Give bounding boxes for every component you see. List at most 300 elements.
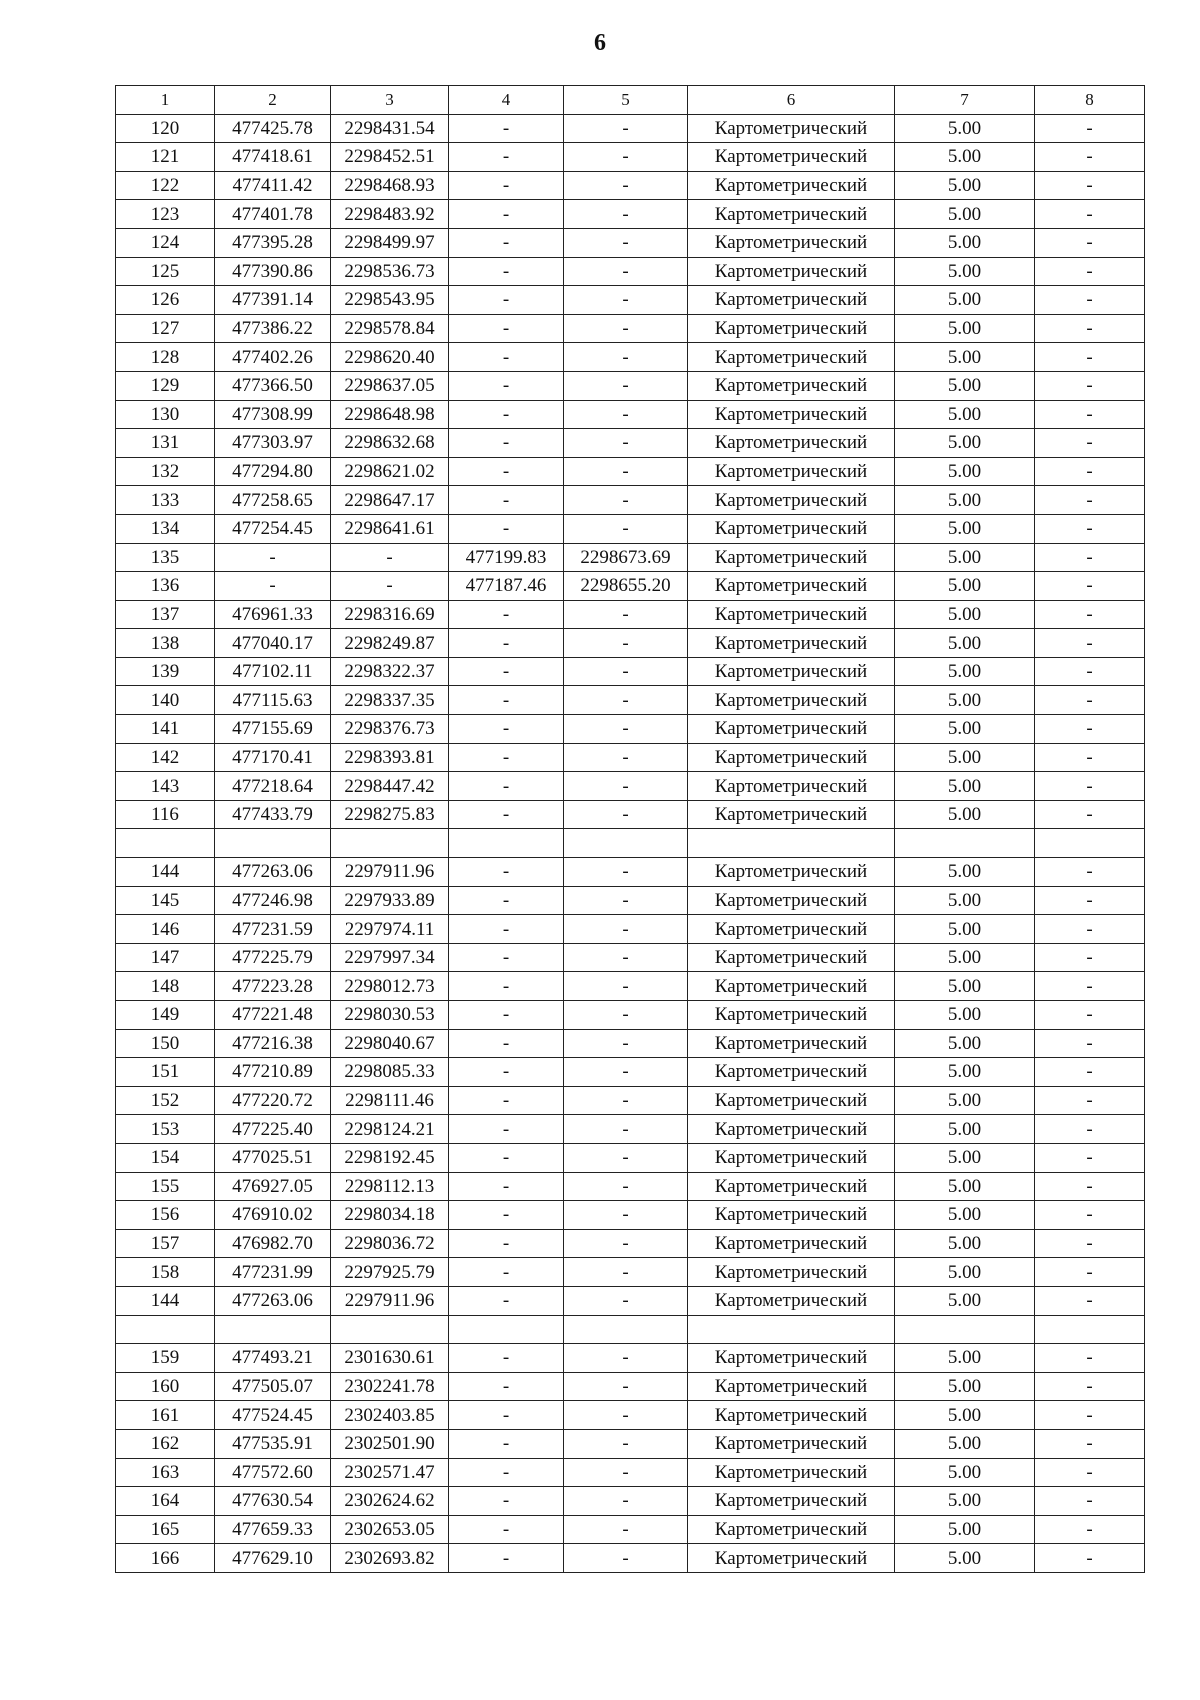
table-cell: Картометрический — [688, 314, 895, 343]
table-cell: 137 — [116, 600, 215, 629]
table-cell: 2298673.69 — [564, 543, 688, 572]
table-row — [116, 1086, 1145, 1115]
column-header: 2 — [215, 86, 331, 115]
table-cell: 146 — [116, 915, 215, 944]
table-cell: - — [564, 657, 688, 686]
table-cell: Картометрический — [688, 915, 895, 944]
table-cell: - — [564, 743, 688, 772]
table-cell: - — [1035, 772, 1145, 801]
table-cell: 144 — [116, 858, 215, 887]
table-cell: 5.00 — [895, 743, 1035, 772]
table-cell: Картометрический — [688, 343, 895, 372]
table-cell: 5.00 — [895, 1172, 1035, 1201]
table-cell: 5.00 — [895, 1372, 1035, 1401]
table-cell: Картометрический — [688, 457, 895, 486]
table-cell: 2298012.73 — [331, 972, 449, 1001]
table-cell: - — [564, 800, 688, 829]
table-cell: 126 — [116, 286, 215, 315]
table-cell — [449, 1315, 564, 1344]
table-row — [116, 114, 1145, 143]
table-cell: 477216.38 — [215, 1029, 331, 1058]
table-cell: Картометрический — [688, 257, 895, 286]
table-cell: - — [1035, 400, 1145, 429]
table-cell: Картометрический — [688, 943, 895, 972]
table-cell: 5.00 — [895, 1115, 1035, 1144]
table-cell: - — [449, 1458, 564, 1487]
table-cell: Картометрический — [688, 1029, 895, 1058]
table-cell: 151 — [116, 1058, 215, 1087]
table-cell: 158 — [116, 1258, 215, 1287]
table-cell: - — [449, 1401, 564, 1430]
table-cell — [564, 1315, 688, 1344]
table-cell: 477225.79 — [215, 943, 331, 972]
table-cell: - — [449, 1001, 564, 1030]
table-header-row — [116, 86, 1145, 115]
table-cell: - — [449, 600, 564, 629]
table-cell: 144 — [116, 1286, 215, 1315]
table-cell: - — [564, 772, 688, 801]
table-cell: - — [449, 228, 564, 257]
table-cell: 2302693.82 — [331, 1544, 449, 1573]
table-cell: - — [564, 629, 688, 658]
table-cell: - — [449, 343, 564, 372]
table-cell: 2298447.42 — [331, 772, 449, 801]
table-cell: 477258.65 — [215, 486, 331, 515]
table-cell — [564, 829, 688, 858]
table-cell: - — [449, 457, 564, 486]
page-number: 6 — [594, 30, 606, 56]
table-cell: 477493.21 — [215, 1344, 331, 1373]
table-cell: 5.00 — [895, 1515, 1035, 1544]
table-cell: Картометрический — [688, 400, 895, 429]
column-header: 5 — [564, 86, 688, 115]
table-cell: - — [564, 1086, 688, 1115]
table-cell: - — [1035, 972, 1145, 1001]
table-row — [116, 972, 1145, 1001]
table-cell: 477390.86 — [215, 257, 331, 286]
table-row — [116, 1058, 1145, 1087]
table-cell: - — [1035, 1201, 1145, 1230]
table-cell: - — [449, 1229, 564, 1258]
table-row — [116, 514, 1145, 543]
table-cell: 135 — [116, 543, 215, 572]
table-cell: 477223.28 — [215, 972, 331, 1001]
table-cell: - — [564, 915, 688, 944]
column-header: 6 — [688, 86, 895, 115]
table-cell: - — [449, 143, 564, 172]
table-row — [116, 371, 1145, 400]
table-cell: - — [449, 1344, 564, 1373]
table-cell — [688, 829, 895, 858]
table-cell: - — [449, 715, 564, 744]
table-cell: 476927.05 — [215, 1172, 331, 1201]
table-cell: 2297933.89 — [331, 886, 449, 915]
table-row — [116, 400, 1145, 429]
table-cell: - — [449, 1429, 564, 1458]
table-cell: - — [564, 343, 688, 372]
table-cell: 2298040.67 — [331, 1029, 449, 1058]
table-cell: 5.00 — [895, 1544, 1035, 1573]
table-cell: 2298316.69 — [331, 600, 449, 629]
table-cell: - — [449, 1029, 564, 1058]
table-cell: 2298431.54 — [331, 114, 449, 143]
table-cell: 476982.70 — [215, 1229, 331, 1258]
table-cell: 2298647.17 — [331, 486, 449, 515]
table-cell: 5.00 — [895, 629, 1035, 658]
table-cell: 2298275.83 — [331, 800, 449, 829]
table-cell: 5.00 — [895, 171, 1035, 200]
table-row — [116, 457, 1145, 486]
table-cell: 2298124.21 — [331, 1115, 449, 1144]
table-row — [116, 600, 1145, 629]
table-cell: 5.00 — [895, 457, 1035, 486]
table-cell: - — [564, 429, 688, 458]
table-row — [116, 343, 1145, 372]
table-cell — [215, 829, 331, 858]
table-cell: 5.00 — [895, 1344, 1035, 1373]
table-row — [116, 1001, 1145, 1030]
table-cell: - — [1035, 600, 1145, 629]
table-cell: - — [449, 1058, 564, 1087]
table-cell: - — [564, 1029, 688, 1058]
table-cell: 5.00 — [895, 1258, 1035, 1287]
table-cell: - — [449, 858, 564, 887]
table-cell: - — [564, 972, 688, 1001]
table-cell: 141 — [116, 715, 215, 744]
table-cell: 477231.59 — [215, 915, 331, 944]
table-cell: 2298499.97 — [331, 228, 449, 257]
table-cell: 2297997.34 — [331, 943, 449, 972]
table-cell: - — [564, 1115, 688, 1144]
table-cell: Картометрический — [688, 1115, 895, 1144]
table-cell: 477659.33 — [215, 1515, 331, 1544]
table-cell: - — [564, 1143, 688, 1172]
table-cell: Картометрический — [688, 1401, 895, 1430]
table-cell: - — [1035, 486, 1145, 515]
table-cell: - — [1035, 1086, 1145, 1115]
table-cell: - — [564, 1058, 688, 1087]
table-cell: - — [564, 1487, 688, 1516]
table-cell: - — [1035, 1029, 1145, 1058]
table-cell: 477115.63 — [215, 686, 331, 715]
table-cell: - — [449, 972, 564, 1001]
table-cell: 142 — [116, 743, 215, 772]
table-cell: 155 — [116, 1172, 215, 1201]
table-cell: - — [449, 1286, 564, 1315]
table-cell: - — [449, 257, 564, 286]
table-row — [116, 629, 1145, 658]
table-cell: 477572.60 — [215, 1458, 331, 1487]
table-cell: 477294.80 — [215, 457, 331, 486]
table-cell: 477391.14 — [215, 286, 331, 315]
table-cell: Картометрический — [688, 1001, 895, 1030]
table-cell: 156 — [116, 1201, 215, 1230]
table-cell: - — [449, 114, 564, 143]
table-cell: 5.00 — [895, 1286, 1035, 1315]
table-row — [116, 143, 1145, 172]
table-cell: - — [1035, 228, 1145, 257]
table-cell: 152 — [116, 1086, 215, 1115]
table-row — [116, 829, 1145, 858]
table-cell: 477524.45 — [215, 1401, 331, 1430]
table-cell: - — [1035, 371, 1145, 400]
table-cell: 5.00 — [895, 686, 1035, 715]
table-row — [116, 1115, 1145, 1144]
table-cell: - — [449, 171, 564, 200]
table-row — [116, 1201, 1145, 1230]
column-header: 4 — [449, 86, 564, 115]
table-cell: Картометрический — [688, 171, 895, 200]
table-cell: 2302624.62 — [331, 1487, 449, 1516]
table-cell: - — [449, 686, 564, 715]
table-row — [116, 1229, 1145, 1258]
table-row — [116, 1544, 1145, 1573]
table-cell: - — [1035, 1487, 1145, 1516]
table-cell: - — [1035, 858, 1145, 887]
table-cell: - — [564, 400, 688, 429]
table-cell: 477402.26 — [215, 343, 331, 372]
table-cell: Картометрический — [688, 1229, 895, 1258]
table-row — [116, 1401, 1145, 1430]
table-cell: 5.00 — [895, 1429, 1035, 1458]
table-cell: Картометрический — [688, 200, 895, 229]
table-cell: Картометрический — [688, 1086, 895, 1115]
table-cell: - — [564, 1344, 688, 1373]
table-row — [116, 1429, 1145, 1458]
table-cell: Картометрический — [688, 1429, 895, 1458]
table-cell: - — [1035, 886, 1145, 915]
table-cell: 5.00 — [895, 343, 1035, 372]
table-cell: Картометрический — [688, 1201, 895, 1230]
table-cell — [331, 829, 449, 858]
table-cell: 5.00 — [895, 1058, 1035, 1087]
table-cell: 5.00 — [895, 314, 1035, 343]
table-cell: Картометрический — [688, 858, 895, 887]
table-cell: - — [449, 915, 564, 944]
table-cell: 5.00 — [895, 1401, 1035, 1430]
table-cell: 2298337.35 — [331, 686, 449, 715]
table-cell: - — [215, 572, 331, 601]
table-cell: 2298085.33 — [331, 1058, 449, 1087]
table-cell: 477303.97 — [215, 429, 331, 458]
table-cell: - — [449, 772, 564, 801]
coordinates-table — [115, 85, 1145, 1573]
table-cell: 5.00 — [895, 1001, 1035, 1030]
column-header: 7 — [895, 86, 1035, 115]
table-cell: Картометрический — [688, 1458, 895, 1487]
table-cell: 148 — [116, 972, 215, 1001]
table-cell: 477221.48 — [215, 1001, 331, 1030]
table-cell: 165 — [116, 1515, 215, 1544]
table-cell: 477425.78 — [215, 114, 331, 143]
table-cell: 161 — [116, 1401, 215, 1430]
table-cell: 2297974.11 — [331, 915, 449, 944]
table-cell: - — [1035, 543, 1145, 572]
table-cell: - — [449, 371, 564, 400]
table-cell: 5.00 — [895, 715, 1035, 744]
table-cell: 2298483.92 — [331, 200, 449, 229]
table-row — [116, 1515, 1145, 1544]
table-row — [116, 915, 1145, 944]
table-row — [116, 657, 1145, 686]
table-cell: Картометрический — [688, 600, 895, 629]
table-cell: 2298452.51 — [331, 143, 449, 172]
table-cell: 5.00 — [895, 943, 1035, 972]
table-cell: 2297911.96 — [331, 1286, 449, 1315]
table-cell: Картометрический — [688, 114, 895, 143]
table-cell: - — [449, 314, 564, 343]
table-cell: 5.00 — [895, 572, 1035, 601]
table-cell: - — [1035, 1372, 1145, 1401]
table-cell: 477040.17 — [215, 629, 331, 658]
table-cell: - — [564, 1515, 688, 1544]
table-cell: - — [1035, 1544, 1145, 1573]
table-cell — [116, 829, 215, 858]
table-cell: - — [564, 114, 688, 143]
table-cell — [116, 1315, 215, 1344]
table-cell: Картометрический — [688, 1258, 895, 1287]
table-row — [116, 200, 1145, 229]
table-cell: Картометрический — [688, 657, 895, 686]
table-cell: 2298034.18 — [331, 1201, 449, 1230]
table-cell — [215, 1315, 331, 1344]
table-cell: - — [449, 743, 564, 772]
table-cell: 5.00 — [895, 772, 1035, 801]
table-cell: - — [1035, 1058, 1145, 1087]
table-row — [116, 1315, 1145, 1344]
table-row — [116, 886, 1145, 915]
table-row — [116, 1258, 1145, 1287]
table-cell: - — [1035, 657, 1145, 686]
table-cell: 127 — [116, 314, 215, 343]
table-cell: - — [449, 1372, 564, 1401]
table-cell: 5.00 — [895, 200, 1035, 229]
table-cell: 136 — [116, 572, 215, 601]
table-cell: - — [1035, 286, 1145, 315]
table-cell: - — [1035, 514, 1145, 543]
table-cell: - — [564, 1001, 688, 1030]
table-cell: Картометрический — [688, 743, 895, 772]
table-cell: Картометрический — [688, 572, 895, 601]
table-row — [116, 943, 1145, 972]
table-cell: 5.00 — [895, 972, 1035, 1001]
table-cell: - — [1035, 943, 1145, 972]
table-row — [116, 1487, 1145, 1516]
table-cell: 2298632.68 — [331, 429, 449, 458]
table-cell: Картометрический — [688, 371, 895, 400]
table-row — [116, 1458, 1145, 1487]
table-cell: - — [1035, 800, 1145, 829]
table-cell: - — [1035, 1344, 1145, 1373]
table-cell: 5.00 — [895, 600, 1035, 629]
table-cell: 477025.51 — [215, 1143, 331, 1172]
table-row — [116, 1143, 1145, 1172]
table-cell: 5.00 — [895, 257, 1035, 286]
table-cell: 477155.69 — [215, 715, 331, 744]
table-cell: Картометрический — [688, 286, 895, 315]
table-cell: - — [449, 886, 564, 915]
table-cell: - — [564, 1286, 688, 1315]
table-cell: - — [564, 486, 688, 515]
table-cell: 477535.91 — [215, 1429, 331, 1458]
table-cell: Картометрический — [688, 1544, 895, 1573]
table-cell: 120 — [116, 114, 215, 143]
table-cell: - — [449, 1086, 564, 1115]
table-cell: - — [564, 1429, 688, 1458]
table-cell: 5.00 — [895, 514, 1035, 543]
table-cell: Картометрический — [688, 1143, 895, 1172]
table-cell: 476961.33 — [215, 600, 331, 629]
table-cell: 2298655.20 — [564, 572, 688, 601]
table-cell: 5.00 — [895, 1086, 1035, 1115]
table-cell: Картометрический — [688, 1344, 895, 1373]
table-cell: - — [1035, 171, 1145, 200]
table-cell: - — [1035, 1115, 1145, 1144]
table-cell: 123 — [116, 200, 215, 229]
table-cell: 477170.41 — [215, 743, 331, 772]
table-cell: 2297911.96 — [331, 858, 449, 887]
table-cell: - — [564, 943, 688, 972]
table-cell: - — [449, 1487, 564, 1516]
table-cell: - — [1035, 743, 1145, 772]
table-cell: - — [1035, 1258, 1145, 1287]
table-cell: Картометрический — [688, 1286, 895, 1315]
table-cell: - — [449, 1258, 564, 1287]
table-cell: 477246.98 — [215, 886, 331, 915]
table-cell: 2298578.84 — [331, 314, 449, 343]
table-cell: Картометрический — [688, 886, 895, 915]
table-cell: 2298376.73 — [331, 715, 449, 744]
table-cell: - — [564, 171, 688, 200]
table-cell: - — [449, 200, 564, 229]
table-cell: - — [215, 543, 331, 572]
table-cell: 477411.42 — [215, 171, 331, 200]
table-cell: - — [1035, 1286, 1145, 1315]
table-cell: 5.00 — [895, 486, 1035, 515]
table-cell — [1035, 1315, 1145, 1344]
table-cell: 5.00 — [895, 143, 1035, 172]
table-cell: 5.00 — [895, 1143, 1035, 1172]
table-cell: - — [564, 314, 688, 343]
table-cell: 5.00 — [895, 1229, 1035, 1258]
table-cell: 2302571.47 — [331, 1458, 449, 1487]
table-row — [116, 772, 1145, 801]
table-row — [116, 1029, 1145, 1058]
table-cell: 5.00 — [895, 886, 1035, 915]
table-cell: 477629.10 — [215, 1544, 331, 1573]
table-row — [116, 800, 1145, 829]
table-cell: Картометрический — [688, 715, 895, 744]
table-cell: 164 — [116, 1487, 215, 1516]
table-cell: 476910.02 — [215, 1201, 331, 1230]
table-cell — [895, 829, 1035, 858]
table-cell: - — [564, 1458, 688, 1487]
table-cell: Картометрический — [688, 486, 895, 515]
table-row — [116, 572, 1145, 601]
table-cell: - — [1035, 343, 1145, 372]
table-row — [116, 858, 1145, 887]
table-cell: 2302241.78 — [331, 1372, 449, 1401]
table-cell: - — [1035, 629, 1145, 658]
table-cell: - — [449, 400, 564, 429]
table-cell: 2298112.13 — [331, 1172, 449, 1201]
table-cell: - — [449, 514, 564, 543]
table-cell: 2298111.46 — [331, 1086, 449, 1115]
table-cell: 477187.46 — [449, 572, 564, 601]
table-cell: 477210.89 — [215, 1058, 331, 1087]
table-cell: 477395.28 — [215, 228, 331, 257]
table-cell — [449, 829, 564, 858]
